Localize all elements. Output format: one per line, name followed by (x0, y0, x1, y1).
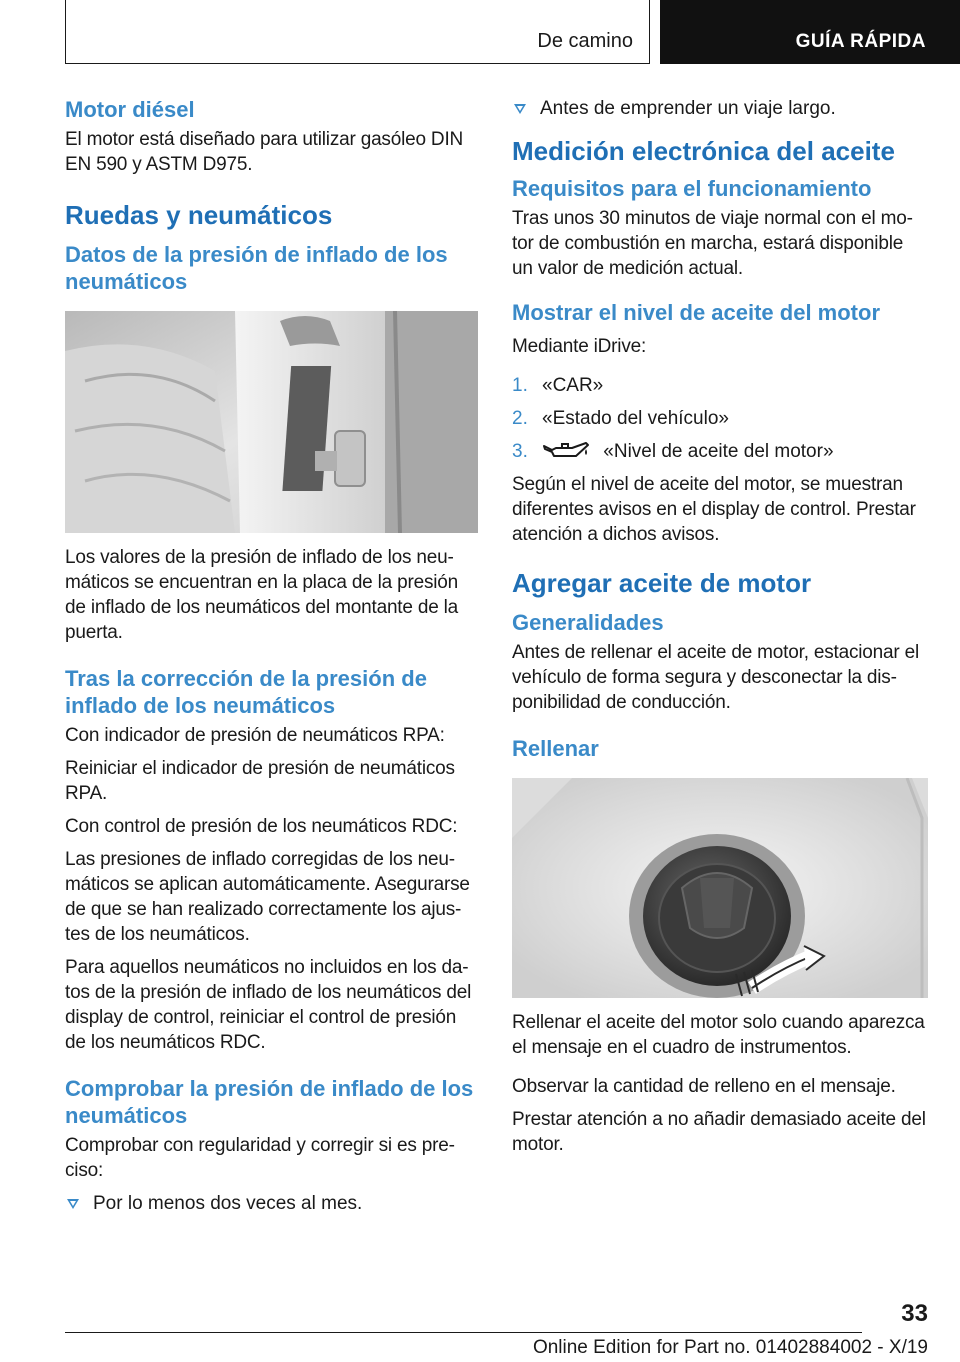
oil-cap-figure (512, 778, 928, 998)
bullet-text: Por lo menos dos veces al mes. (93, 1193, 363, 1214)
header-chapter-tab (660, 0, 960, 64)
step-text: «Nivel de aceite del motor» (603, 441, 834, 462)
step-number: 2. (512, 408, 528, 429)
fill-paragraph-3: Prestar atención a no añadir demasiado aceite del motor. (512, 1109, 926, 1155)
correction-heading: Tras la corrección de la presión de inflado de los neumáticos (65, 666, 427, 718)
fill-paragraph-2: Observar la cantidad de relleno en el mensaje. (512, 1076, 896, 1097)
bullet-triangle-icon (67, 1199, 79, 1209)
pressure-data-text: Los valores de la presión de inflado de los neumáticos se encuentran en la placa de la presión de inflado de los neumáticos del montante de la puerta. (65, 547, 459, 643)
door-pillar-figure (65, 311, 478, 533)
correction-paragraph-4: Las presiones de inflado corregidas de los neumáticos se aplican automáticamente. Asegurarse de que se han realizado correctamente los ajustes de los neumáticos. (65, 849, 470, 945)
step-1 (512, 373, 928, 398)
step-2 (512, 406, 928, 431)
right-column (512, 96, 928, 1165)
header-chapter-label: GUÍA RÁPIDA (795, 31, 926, 52)
door-pillar-illustration (65, 311, 478, 533)
diesel-heading: Motor diésel (65, 97, 195, 122)
add-oil-heading: Agregar aceite de motor (512, 568, 812, 598)
header-section-label: De camino (537, 30, 633, 52)
correction-paragraph-5: Para aquellos neumáticos no incluidos en los datos de la presión de inflado de los neumáticos del display de control, reiniciar el control de presión de los neumáticos RDC. (65, 957, 472, 1053)
fill-heading: Rellenar (512, 736, 599, 761)
check-pressure-bullet (65, 1191, 478, 1216)
oil-can-icon (542, 440, 590, 464)
requirements-text: Tras unos 30 minutos de viaje normal con el motor de combustión en marcha, estará disponible un valor de medición actual. (512, 208, 913, 279)
left-column (65, 96, 478, 1224)
step-text: «Estado del vehículo» (542, 408, 729, 429)
header-section-box (65, 0, 650, 64)
step-number: 3. (512, 441, 528, 462)
correction-paragraph-2: Reiniciar el indicador de presión de neumáticos RPA. (65, 758, 455, 804)
check-pressure-text: Comprobar con regularidad y corregir si es preciso: (65, 1135, 455, 1181)
show-oil-intro: Mediante iDrive: (512, 336, 647, 357)
fill-paragraph-1: Rellenar el aceite del motor solo cuando aparezca el mensaje en el cuadro de instrumentos. (512, 1012, 925, 1058)
bullet-triangle-icon (514, 104, 526, 114)
requirements-heading: Requisitos para el funcionamiento (512, 176, 872, 201)
page-number: 33 (901, 1300, 928, 1327)
diesel-text: El motor está diseñado para utilizar gasóleo DIN EN 590 y ASTM D975. (65, 129, 464, 175)
show-oil-level-heading: Mostrar el nivel de aceite del motor (512, 300, 881, 325)
long-trip-bullet (512, 96, 928, 121)
step-number: 1. (512, 375, 528, 396)
oil-cap-illustration (512, 778, 928, 998)
footer-rule (65, 1332, 862, 1333)
general-heading: Generalidades (512, 610, 664, 635)
correction-paragraph-3: Con control de presión de los neumáticos RDC: (65, 816, 458, 837)
oil-measurement-heading: Medición electrónica del aceite (512, 136, 895, 166)
general-text: Antes de rellenar el aceite de motor, estacionar el vehículo de forma segura y desconectar la disponibilidad de conducción. (512, 642, 919, 713)
bullet-text: Antes de emprender un viaje largo. (540, 98, 836, 119)
show-oil-text: Según el nivel de aceite del motor, se muestran diferentes avisos en el display de control. Prestar atención a dichos avisos. (512, 474, 916, 545)
footer-edition: Online Edition for Part no. 01402884002 - X/19 (532, 1337, 928, 1358)
pressure-data-heading: Datos de la presión de inflado de los neumáticos (65, 242, 448, 294)
correction-paragraph-1: Con indicador de presión de neumáticos RPA: (65, 725, 445, 746)
wheels-heading: Ruedas y neumáticos (65, 200, 333, 230)
step-text: «CAR» (542, 375, 604, 396)
step-3 (512, 439, 928, 464)
check-pressure-heading: Comprobar la presión de inflado de los neumáticos (65, 1076, 474, 1128)
